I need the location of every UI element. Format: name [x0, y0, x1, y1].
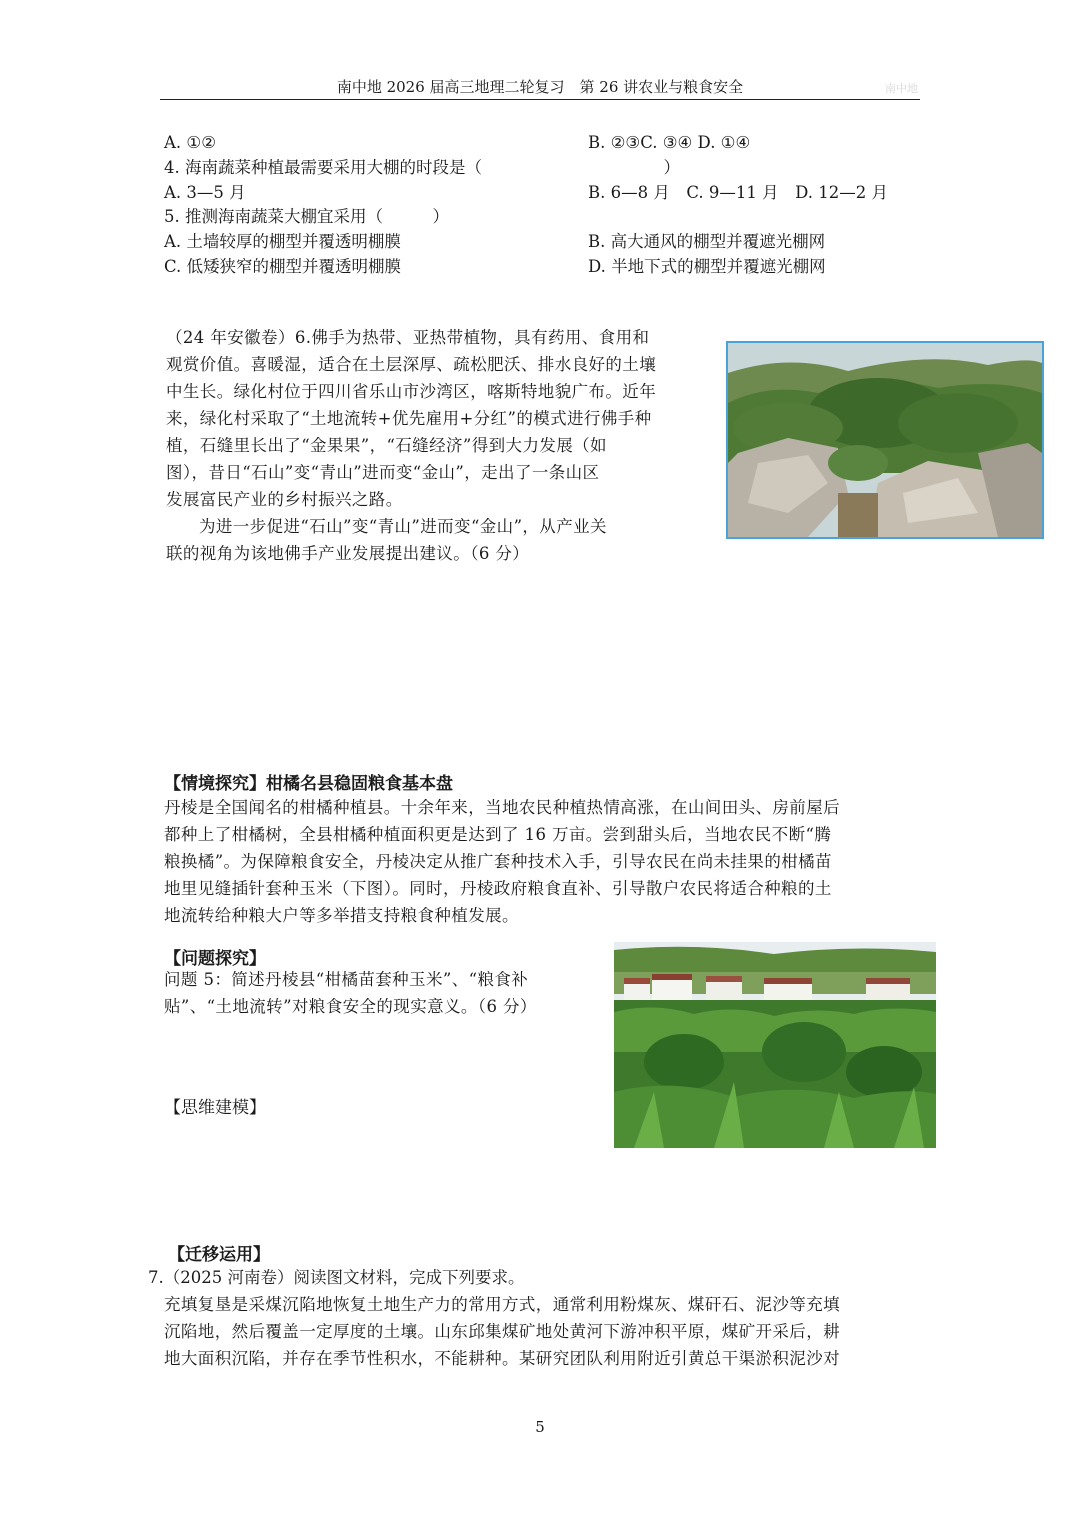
q7-passage: [164, 1291, 924, 1372]
q3-option-a: A. ①②: [164, 133, 216, 152]
q6-passage: [166, 324, 714, 567]
scenario-line: 都种上了柑橘树，全县柑橘种植面积更是达到了 16 万亩。尝到甜头后，当地农民不断“腾: [164, 825, 832, 844]
q7-stem: 7.（2025 河南卷）阅读图文材料，完成下列要求。: [148, 1268, 525, 1287]
karst-photo-drawing: [728, 343, 1042, 537]
q3-options-bcd: B. ②③C. ③④ D. ①④: [588, 133, 751, 152]
citrus-corn-intercrop-photo: [614, 942, 936, 1148]
q4-options-bcd: B. 6—8 月 C. 9—11 月 D. 12—2 月: [588, 183, 888, 202]
transfer-heading: 【迁移运用】: [168, 1245, 270, 1265]
q4-stem: 4. 海南蔬菜种植最需要采用大棚的时段是（ ）: [164, 158, 680, 177]
q7-line: 地大面积沉陷，并存在季节性积水，不能耕种。某研究团队利用附近引黄总干渠淤积泥沙对: [164, 1349, 840, 1368]
page-number: 5: [535, 1418, 545, 1436]
q6-line: 中生长。绿化村位于四川省乐山市沙湾区，喀斯特地貌广布。近年: [166, 382, 657, 401]
scenario-heading-bracket: 【情境探究】: [164, 774, 266, 794]
q4-option-a: A. 3—5 月: [164, 183, 246, 202]
thinking-model-heading: 【思维建模】: [164, 1098, 266, 1118]
q6-question-line: 为进一步促进“石山”变“青山”进而变“金山”，从产业关: [199, 517, 607, 536]
problem-line: 问题 5：简述丹棱县“柑橘苗套种玉米”、“粮食补: [164, 970, 529, 989]
q7-line: 充填复垦是采煤沉陷地恢复土地生产力的常用方式，通常利用粉煤灰、煤矸石、泥沙等充填: [164, 1295, 840, 1314]
scenario-line: 丹棱是全国闻名的柑橘种植县。十余年来，当地农民种植热情高涨，在山间田头、房前屋后: [164, 798, 840, 817]
q6-line: 植，石缝里长出了“金果果”，“石缝经济”得到大力发展（如: [166, 436, 607, 455]
q6-line: 观赏价值。喜暖湿，适合在土层深厚、疏松肥沃、排水良好的土壤: [166, 355, 657, 374]
q6-line: 图），昔日“石山”变“青山”进而变“金山”，走出了一条山区: [166, 463, 600, 482]
scenario-line: 地里见缝插针套种玉米（下图）。同时，丹棱政府粮食直补、引导散户农民将适合种粮的土: [164, 879, 832, 898]
q6-question-line: 联的视角为该地佛手产业发展提出建议。（6 分）: [166, 544, 530, 563]
scenario-line: 粮换橘”。为保障粮食安全，丹棱决定从推广套种技术入手，引导农民在尚未挂果的柑橘苗: [164, 852, 832, 871]
problem-heading: 【问题探究】: [164, 949, 266, 969]
q5-option-b: B. 高大通风的棚型并覆遮光棚网: [588, 232, 826, 251]
q6-line: 发展富民产业的乡村振兴之路。: [166, 490, 403, 509]
intercrop-photo-drawing: [614, 942, 936, 1148]
q5-option-c: C. 低矮狭窄的棚型并覆透明棚膜: [164, 257, 402, 276]
problem-passage: [164, 966, 604, 1020]
page-header-title: 南中地 2026 届高三地理二轮复习 第 26 讲农业与粮食安全: [336, 78, 744, 96]
scenario-line: 地流转给种粮大户等多举措支持粮食种植发展。: [164, 906, 519, 925]
karst-fingercitron-photo: [726, 341, 1044, 539]
header-rule: [160, 99, 920, 100]
header-watermark: 南中地: [885, 82, 918, 95]
q6-line: 来，绿化村采取了“土地流转+优先雇用+分红”的模式进行佛手种: [166, 409, 652, 428]
scenario-passage: [164, 794, 924, 929]
q5-option-a: A. 土墙较厚的棚型并覆透明棚膜: [164, 232, 401, 251]
problem-line: 贴”、“土地流转”对粮食安全的现实意义。（6 分）: [164, 997, 537, 1016]
q6-line: （24 年安徽卷）6.佛手为热带、亚热带植物，具有药用、食用和: [166, 328, 650, 347]
q7-line: 沉陷地，然后覆盖一定厚度的土壤。山东邱集煤矿地处黄河下游冲积平原，煤矿开采后，耕: [164, 1322, 840, 1341]
scenario-heading-text: 柑橘名县稳固粮食基本盘: [266, 774, 453, 794]
scenario-heading: [164, 769, 453, 794]
q5-option-d: D. 半地下式的棚型并覆遮光棚网: [588, 257, 826, 276]
q5-stem: 5. 推测海南蔬菜大棚宜采用（ ）: [164, 207, 449, 226]
